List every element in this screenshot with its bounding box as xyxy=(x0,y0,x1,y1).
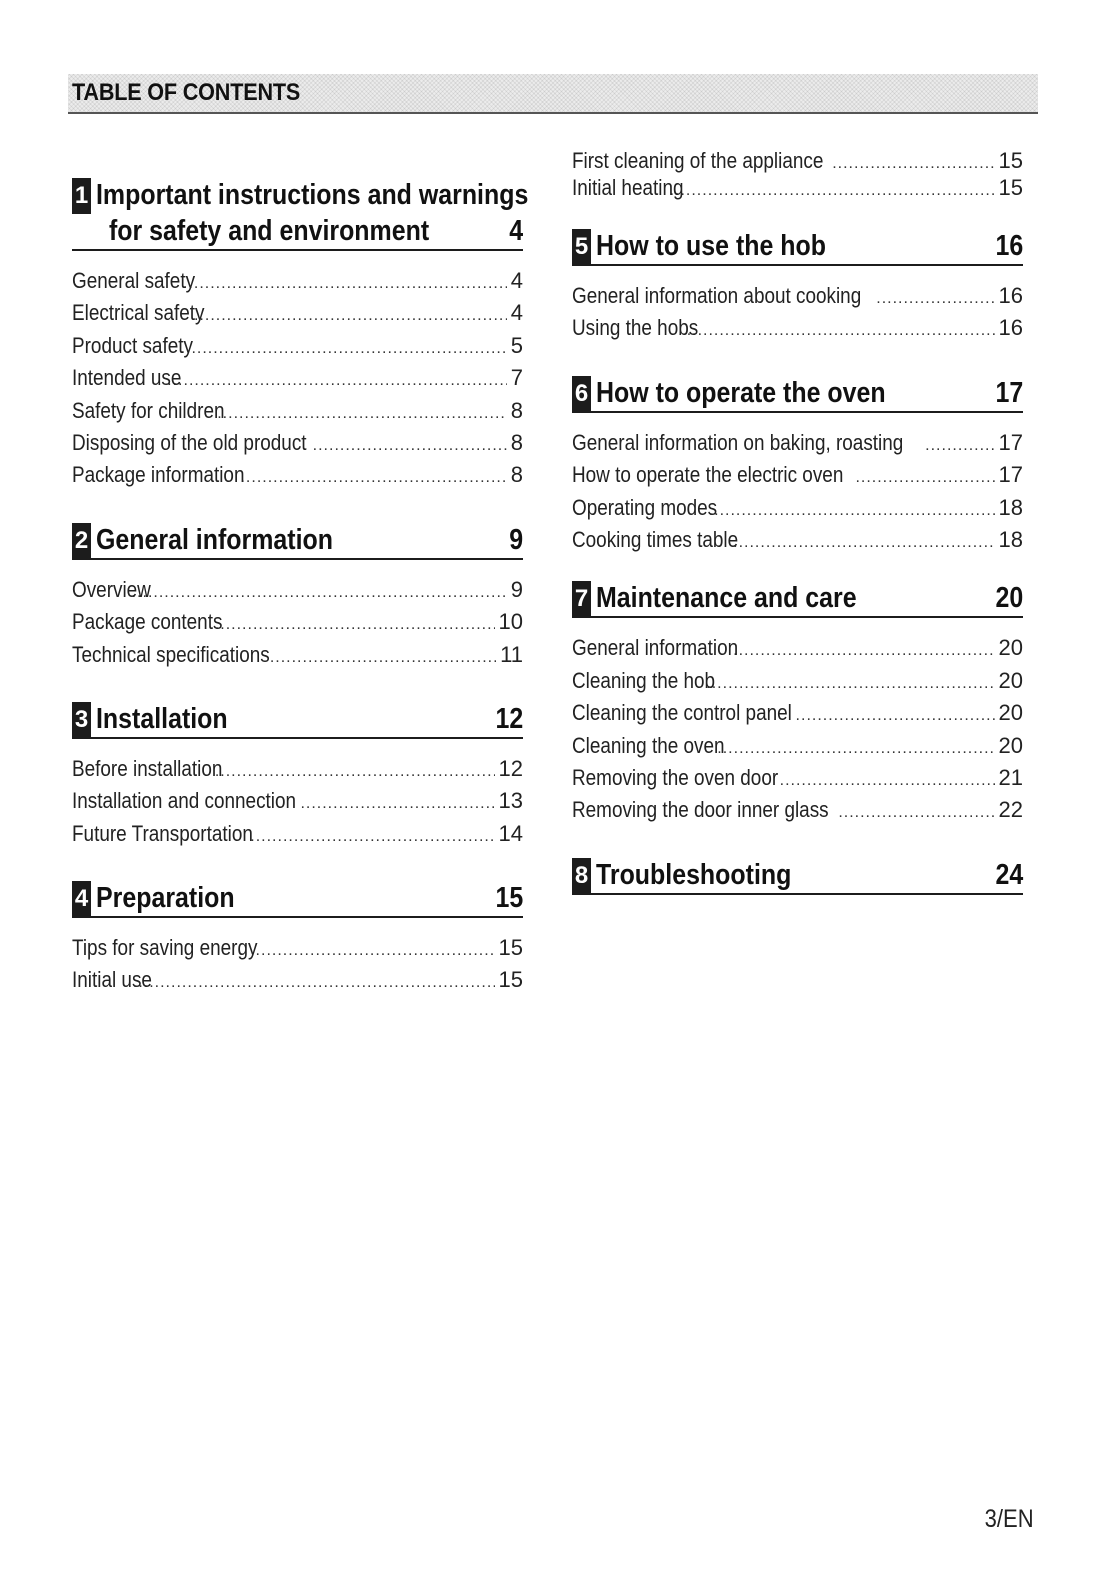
entry-label: Future Transportation xyxy=(72,820,253,846)
entry-label: Initial heating xyxy=(572,174,684,200)
right-column xyxy=(572,145,1023,895)
continued-entries xyxy=(572,145,1023,198)
entry-page-number: 20 xyxy=(998,700,1023,726)
dot-leader xyxy=(183,268,507,300)
dot-leader xyxy=(300,788,494,820)
entry-label: Operating modes xyxy=(572,494,718,520)
toc-header-bar xyxy=(68,74,1038,114)
entry-page-number: 11 xyxy=(500,641,523,667)
toc-entry[interactable] xyxy=(572,762,1023,794)
section-heading[interactable] xyxy=(572,373,1023,413)
toc-entry[interactable] xyxy=(72,427,523,459)
toc-entry[interactable] xyxy=(572,794,1023,826)
section-number-badge: 1 xyxy=(72,178,91,214)
entry-page-number: 13 xyxy=(498,788,523,814)
section-entries xyxy=(572,280,1023,345)
section-number-badge: 3 xyxy=(72,702,91,738)
entry-page-number: 18 xyxy=(998,526,1023,552)
toc-entry[interactable] xyxy=(72,395,523,427)
section-number-badge: 7 xyxy=(572,581,591,617)
section-entries xyxy=(572,427,1023,551)
dot-leader xyxy=(240,462,506,494)
entry-label: Package information xyxy=(72,462,245,488)
entry-page-number: 22 xyxy=(998,797,1023,823)
entry-page-number: 17 xyxy=(998,429,1023,455)
entry-label: Tips for saving energy xyxy=(72,935,258,961)
entry-page-number: 20 xyxy=(998,635,1023,661)
entry-page-number: 14 xyxy=(498,820,523,846)
section-heading[interactable] xyxy=(572,578,1023,618)
entry-page-number: 15 xyxy=(498,935,523,961)
entry-label: Safety for children xyxy=(72,397,225,423)
section-heading[interactable] xyxy=(72,699,523,739)
entry-page-number: 15 xyxy=(998,174,1023,200)
entry-label: Electrical safety xyxy=(72,300,205,326)
dot-leader xyxy=(194,300,507,332)
dot-leader xyxy=(838,797,994,829)
entry-page-number: 20 xyxy=(998,732,1023,758)
entry-page-number: 4 xyxy=(510,268,523,293)
section-entries xyxy=(572,632,1023,826)
section-number-badge: 5 xyxy=(572,229,591,265)
toc-entry[interactable] xyxy=(72,639,523,671)
dot-leader xyxy=(733,527,994,559)
section-entries xyxy=(72,265,523,492)
section-title: Maintenance and care xyxy=(596,582,857,615)
dot-leader xyxy=(780,765,995,797)
dot-leader xyxy=(181,333,507,365)
section-number-badge: 8 xyxy=(572,858,591,894)
toc-section xyxy=(572,226,1023,345)
entry-page-number: 15 xyxy=(498,967,523,993)
toc-entry[interactable] xyxy=(72,932,523,964)
section-title-line2: for safety and environment xyxy=(109,215,430,247)
section-heading[interactable] xyxy=(572,855,1023,895)
entry-label: Cleaning the oven xyxy=(572,732,725,758)
entry-page-number: 16 xyxy=(998,283,1023,308)
toc-section xyxy=(572,578,1023,826)
entry-page-number: 10 xyxy=(498,609,523,635)
dot-leader xyxy=(876,283,994,315)
entry-label: Package contents xyxy=(72,609,223,635)
entry-label: Cleaning the control panel xyxy=(572,700,792,726)
entry-page-number: 18 xyxy=(998,494,1023,520)
entry-label: How to operate the electric oven xyxy=(572,462,844,488)
entry-page-number: 15 xyxy=(998,148,1023,173)
entry-label: Overview xyxy=(72,576,151,602)
section-title: Important instructions and warnings xyxy=(96,179,529,211)
section-page-number: 4 xyxy=(509,215,523,247)
page-title: TABLE OF CONTENTS xyxy=(72,79,301,106)
entry-label: Product safety xyxy=(72,332,193,358)
dot-leader xyxy=(855,462,994,494)
section-number-badge: 4 xyxy=(72,881,91,917)
toc-entry[interactable] xyxy=(572,459,1023,491)
entry-label: First cleaning of the appliance xyxy=(572,148,824,173)
dot-leader xyxy=(733,635,994,667)
section-title: Preparation xyxy=(96,882,235,915)
section-title: Troubleshooting xyxy=(596,858,792,891)
toc-entry[interactable] xyxy=(72,964,523,996)
toc-entry[interactable] xyxy=(572,312,1023,344)
entry-label: Cooking times table xyxy=(572,526,739,552)
toc-entry[interactable] xyxy=(72,459,523,491)
toc-section xyxy=(72,878,523,997)
entry-page-number: 8 xyxy=(510,429,523,455)
dot-leader xyxy=(256,935,495,967)
toc-entry[interactable] xyxy=(572,492,1023,524)
entry-page-number: 12 xyxy=(498,755,523,781)
page-number: 3/EN xyxy=(985,1505,1034,1533)
section-page-number: 15 xyxy=(495,882,523,915)
toc-entry[interactable] xyxy=(572,427,1023,459)
toc-entry[interactable] xyxy=(572,697,1023,729)
section-entries xyxy=(72,932,523,997)
section-page-number: 24 xyxy=(995,858,1023,891)
section-heading[interactable] xyxy=(572,226,1023,266)
entry-label: General information on baking, roasting xyxy=(572,429,904,455)
toc-entry[interactable] xyxy=(572,632,1023,664)
toc-entry[interactable] xyxy=(72,297,523,329)
dot-leader xyxy=(132,577,507,609)
section-title: How to use the hob xyxy=(596,230,826,262)
entry-label: Disposing of the old product xyxy=(72,429,307,455)
entry-label: Removing the oven door xyxy=(572,765,779,791)
entry-label: Technical specifications xyxy=(72,641,270,667)
toc-entry[interactable] xyxy=(572,524,1023,551)
section-page-number: 16 xyxy=(995,230,1023,262)
section-page-number: 17 xyxy=(995,376,1023,409)
toc-entry[interactable] xyxy=(72,330,523,362)
left-column xyxy=(72,175,529,997)
dot-leader xyxy=(215,609,495,641)
toc-entry[interactable] xyxy=(72,606,523,638)
section-page-number: 9 xyxy=(509,523,523,556)
toc-entry[interactable] xyxy=(572,280,1023,312)
entry-label: Using the hobs xyxy=(572,315,699,341)
entry-label: General safety xyxy=(72,268,196,293)
entry-label: Installation and connection xyxy=(72,788,297,814)
toc-entry[interactable] xyxy=(72,574,523,606)
dot-leader xyxy=(706,668,994,700)
toc-entry[interactable] xyxy=(572,145,1023,172)
entry-label: Before installation xyxy=(72,755,223,781)
section-title: General information xyxy=(96,523,333,556)
toc-entry[interactable] xyxy=(572,665,1023,697)
entry-label: Initial use xyxy=(72,967,152,993)
toc-entry[interactable] xyxy=(72,265,523,297)
entry-page-number: 8 xyxy=(510,397,523,423)
entry-page-number: 8 xyxy=(510,462,523,488)
section-number-badge: 2 xyxy=(72,523,91,559)
dot-leader xyxy=(133,967,495,999)
section-number-badge: 6 xyxy=(572,376,591,412)
dot-leader xyxy=(717,733,994,765)
entry-page-number: 5 xyxy=(510,332,523,358)
dot-leader xyxy=(313,430,507,462)
section-page-number: 12 xyxy=(495,702,523,735)
dot-leader xyxy=(925,430,994,462)
section-heading[interactable] xyxy=(72,520,523,560)
toc-entry[interactable] xyxy=(72,785,523,817)
toc-entry[interactable] xyxy=(72,753,523,785)
toc-entry[interactable] xyxy=(72,362,523,394)
section-entries xyxy=(72,574,523,671)
dot-leader xyxy=(687,315,995,347)
entry-label: Removing the door inner glass xyxy=(572,797,829,823)
section-title: Installation xyxy=(96,702,228,735)
entry-page-number: 21 xyxy=(998,765,1023,791)
toc-section xyxy=(72,699,523,850)
entry-label: Cleaning the hob xyxy=(572,667,716,693)
toc-section xyxy=(72,175,529,492)
entry-page-number: 7 xyxy=(510,365,523,391)
section-heading[interactable] xyxy=(72,175,529,251)
entry-label: General information about cooking xyxy=(572,283,862,308)
entry-label: Intended use xyxy=(72,365,182,391)
toc-entry[interactable] xyxy=(572,730,1023,762)
section-heading[interactable] xyxy=(72,878,523,918)
toc-section xyxy=(72,520,523,671)
dot-leader xyxy=(217,398,507,430)
dot-leader xyxy=(250,821,494,853)
dot-leader xyxy=(215,756,495,788)
dot-leader xyxy=(670,175,995,207)
toc-section xyxy=(572,373,1023,551)
entry-page-number: 17 xyxy=(998,462,1023,488)
entry-page-number: 16 xyxy=(998,315,1023,341)
dot-leader xyxy=(167,365,507,397)
entry-page-number: 9 xyxy=(510,576,523,602)
toc-entry[interactable] xyxy=(72,818,523,850)
entry-page-number: 4 xyxy=(510,300,523,326)
dot-leader xyxy=(709,495,995,527)
toc-section xyxy=(572,855,1023,895)
section-entries xyxy=(72,753,523,850)
entry-page-number: 20 xyxy=(998,667,1023,693)
entry-label: General information xyxy=(572,635,739,661)
section-page-number: 20 xyxy=(995,582,1023,615)
section-title: How to operate the oven xyxy=(596,376,886,409)
dot-leader xyxy=(796,700,995,732)
dot-leader xyxy=(270,642,496,674)
